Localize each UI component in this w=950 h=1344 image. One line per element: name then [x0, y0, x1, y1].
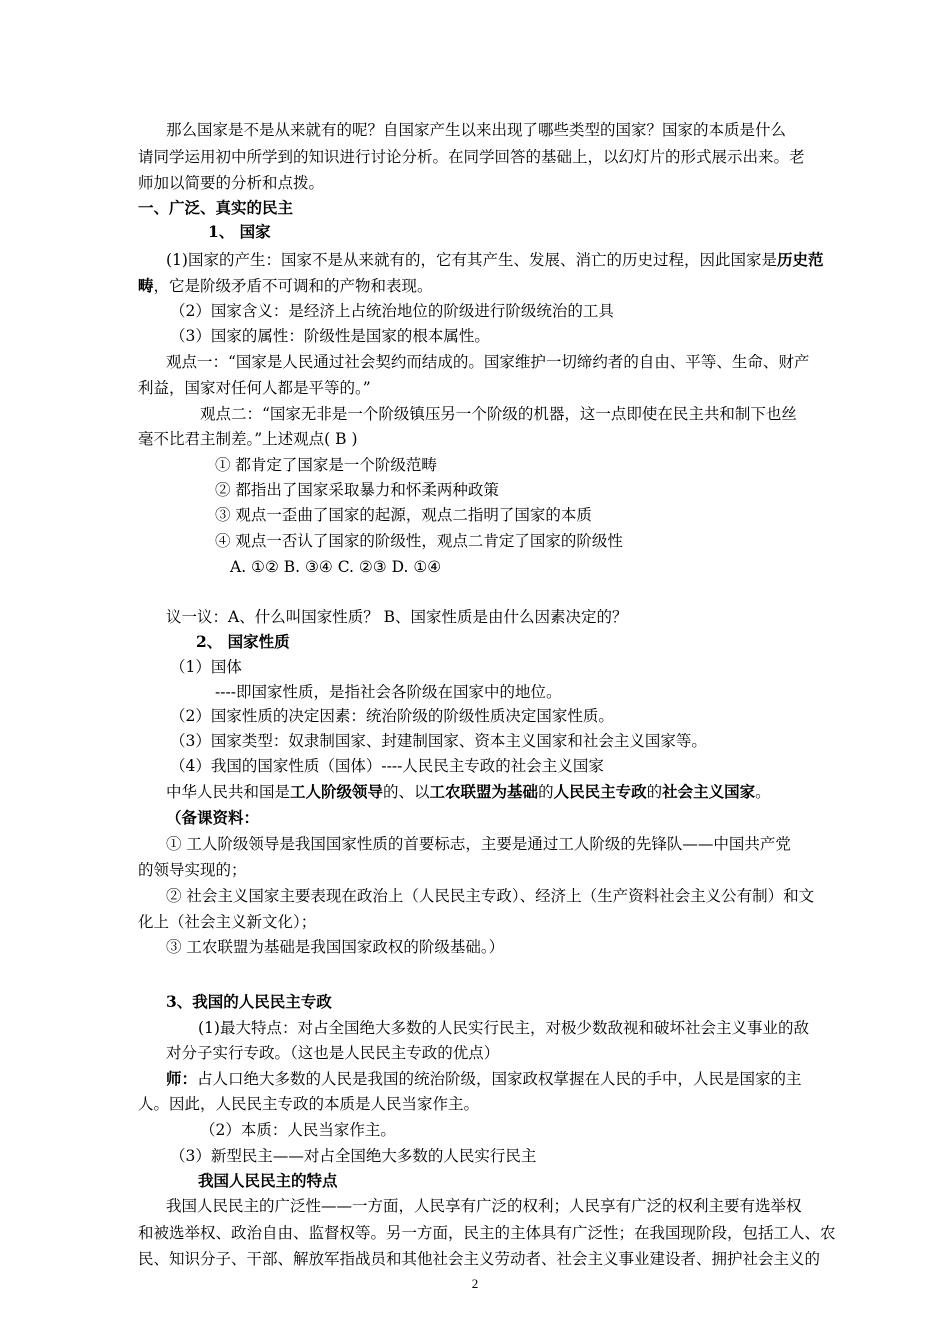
bold-text-span: 师： [166, 1069, 198, 1088]
text-line [138, 1091, 479, 1117]
text-line [138, 170, 324, 196]
text-span: ④ 观点一否认了国家的阶级性，观点二肯定了国家的阶级性 [215, 532, 623, 550]
text-span: ② 社会主义国家主要表现在政治上（人民民主专政）、经济上（生产资料社会主义公有制）和文 [166, 887, 815, 905]
text-line [138, 909, 316, 935]
text-span: （2）国家含义：是经济上占统治地位的阶级进行阶级统治的工具 [170, 302, 614, 320]
text-span: （2）本质：人民当家作主。 [200, 1121, 396, 1139]
bold-text-span: 3、我国的人民民主专政 [166, 992, 332, 1011]
text-line [215, 452, 437, 478]
text-line [166, 247, 823, 273]
text-span: (1)最大特点：对占全国绝大多数的人民实行民主，对极少数敌视和破坏社会主义事业的敌 [198, 1019, 809, 1037]
bold-text-span: （备课资料： [166, 808, 260, 827]
text-span: A. ①② B. ③④ C. ②③ D. ①④ [230, 558, 442, 576]
text-line [215, 528, 623, 554]
text-line [138, 1220, 836, 1246]
text-span: 民、知识分子、干部、解放军指战员和其他社会主义劳动者、社会主义事业建设者、拥护社会主义的 [138, 1250, 821, 1268]
text-span: 的领导实现的； [138, 861, 247, 879]
text-line [138, 144, 805, 170]
text-line [215, 679, 561, 705]
text-span: （2）国家性质的决定因素：统治阶级的阶级性质决定国家性质。 [170, 707, 614, 725]
text-span: （3）新型民主——对占全国绝大多数的人民实行民主 [170, 1147, 537, 1165]
text-span: ，它是阶级矛盾不可调和的产物和表现。 [153, 277, 433, 295]
text-line [170, 323, 490, 349]
bold-text-span: 历史范 [776, 250, 824, 269]
text-line [170, 654, 242, 680]
bold-text-span: 畴 [138, 276, 154, 295]
text-span: 我国人民民主的广泛性——一方面，人民享有广泛的权利；人民享有广泛的权利主要有选举权 [166, 1197, 802, 1215]
text-line [166, 1193, 802, 1219]
text-line [215, 477, 499, 503]
text-span: ① 工人阶级领导是我国国家性质的首要标志，主要是通过工人阶级的先锋队——中国共产党 [166, 835, 791, 853]
text-span: 师加以简要的分析和点拨。 [138, 174, 325, 192]
bold-text-span: 一、广泛、真实的民主 [138, 198, 294, 217]
text-line [200, 401, 797, 427]
text-span: 的 [646, 783, 663, 801]
text-span: 人。因此，人民民主专政的本质是人民当家作主。 [138, 1095, 480, 1113]
text-line [166, 604, 628, 630]
page-number: 2 [471, 1276, 479, 1291]
text-span: （4）我国的国家性质（国体）----人民民主专政的社会主义国家 [170, 757, 604, 775]
bold-text-span: 2、 国家性质 [196, 632, 290, 651]
text-span: ② 都指出了国家采取暴力和怀柔两种政策 [215, 481, 499, 499]
text-span: 占人口绝大多数的人民是我国的统治阶级，国家政权掌握在人民的手中，人民是国家的主 [197, 1070, 802, 1088]
bold-text-span: 社会主义国家 [662, 782, 756, 801]
text-span: 观点二：“国家无非是一个阶级镇压另一个阶级的机器，这一点即使在民主共和制下也丝 [200, 405, 797, 423]
text-line [166, 934, 504, 960]
bold-text-span: 工人阶级领导 [290, 782, 384, 801]
text-line [138, 195, 293, 221]
text-span: ① 都肯定了国家是一个阶级范畴 [215, 456, 437, 474]
text-span: 议一议：A、什么叫国家性质？ B、国家性质是由什么因素决定的？ [166, 608, 628, 626]
text-line [166, 1066, 802, 1092]
text-line [196, 629, 290, 655]
text-line [200, 1117, 396, 1143]
text-line [166, 779, 771, 805]
bold-text-span: 我国人民民主的特点 [198, 1171, 338, 1190]
text-span: （3）国家的属性：阶级性是国家的根本属性。 [170, 327, 490, 345]
text-line [198, 1168, 338, 1194]
text-line [170, 728, 707, 754]
text-line [170, 703, 614, 729]
text-line [166, 1040, 499, 1066]
text-line [138, 857, 247, 883]
text-line [138, 1246, 820, 1272]
bold-text-span: 人民民主专政 [553, 782, 647, 801]
text-line [166, 883, 814, 909]
text-line [170, 1143, 536, 1169]
text-span: 毫不比君主制差。”上述观点( B ) [138, 430, 358, 448]
text-line [208, 219, 271, 245]
text-span: ③ 观点一歪曲了国家的起源，观点二指明了国家的本质 [215, 506, 592, 524]
text-span: 的、以 [383, 783, 430, 801]
text-span: （1）国体 [170, 658, 242, 676]
text-line [166, 349, 809, 375]
text-span: 对分子实行专政。（这也是人民民主专政的优点） [166, 1044, 500, 1062]
text-span: （3）国家类型：奴隶制国家、封建制国家、资本主义国家和社会主义国家等。 [170, 732, 707, 750]
text-span: 请同学运用初中所学到的知识进行讨论分析。在同学回答的基础上，以幻灯片的形式展示出来。老 [138, 148, 805, 166]
text-span: ③ 工农联盟为基础是我国国家政权的阶级基础。） [166, 938, 505, 956]
text-line [166, 117, 786, 143]
text-span: 化上（社会主义新文化）； [138, 913, 317, 931]
text-line [138, 375, 371, 401]
text-span: 中华人民共和国是 [166, 783, 291, 801]
text-line [138, 273, 433, 299]
text-span: (1)国家的产生：国家不是从来就有的，它有其产生、发展、消亡的历史过程，因此国家是 [166, 251, 777, 269]
text-line [198, 1015, 809, 1041]
text-line [170, 298, 614, 324]
text-line [166, 805, 259, 831]
text-span: 利益，国家对任何人都是平等的。” [138, 379, 371, 397]
bold-text-span: 1、 国家 [208, 222, 271, 241]
text-span: 。 [755, 783, 771, 801]
text-line [215, 502, 592, 528]
text-line [170, 753, 604, 779]
text-line [230, 554, 441, 580]
text-span: 观点一：“国家是人民通过社会契约而结成的。国家维护一切缔约者的自由、平等、生命、财产 [166, 353, 810, 371]
text-span: 那么国家是不是从来就有的呢？自国家产生以来出现了哪些类型的国家？国家的本质是什么 [166, 121, 787, 139]
text-span: 的 [538, 783, 554, 801]
text-line [166, 989, 332, 1015]
text-span: 和被选举权、政治自由、监督权等。另一方面，民主的主体具有广泛性；在我国现阶段，包括工人、农 [138, 1224, 836, 1242]
text-span: ----即国家性质，是指社会各阶级在国家中的地位。 [215, 683, 562, 701]
bold-text-span: 工农联盟为基础 [429, 782, 539, 801]
text-line [138, 426, 358, 452]
text-line [166, 831, 791, 857]
